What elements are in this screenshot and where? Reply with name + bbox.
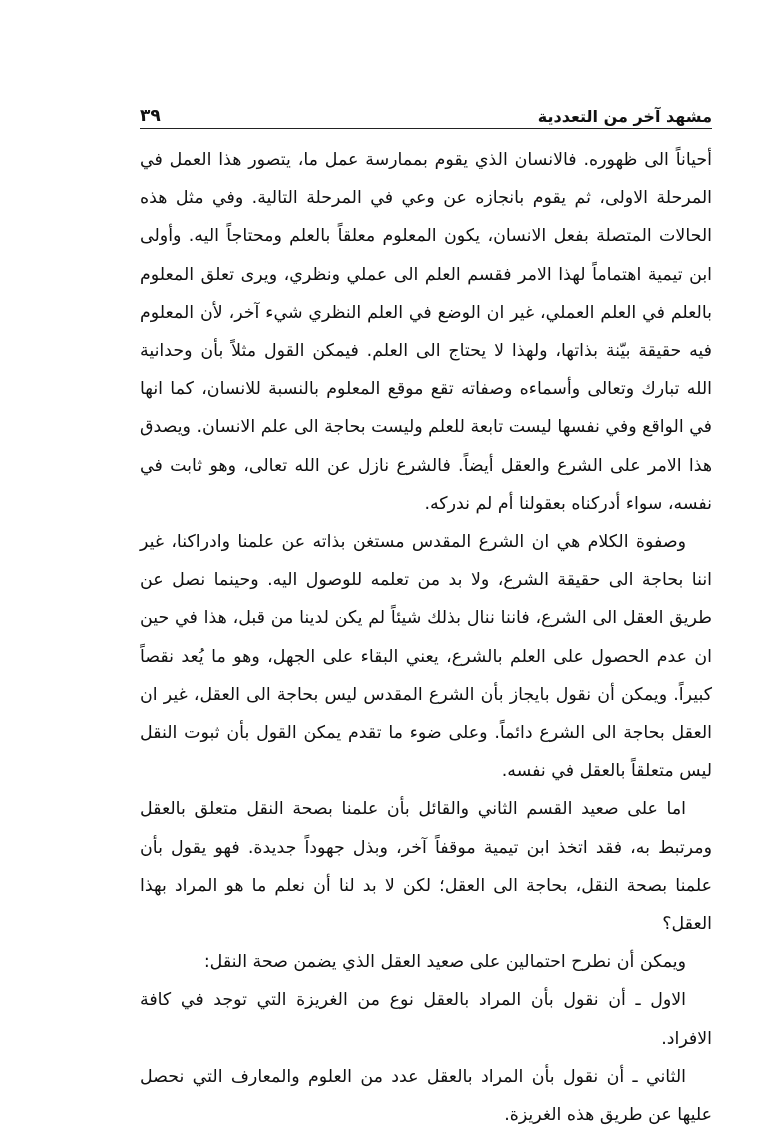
running-header	[140, 98, 712, 129]
paragraph-2: وصفوة الكلام هي ان الشرع المقدس مستغن بذاته عن علمنا وادراكنا، غير اننا بحاجة الى حقيقة الشرع، ولا بد من تعلمه للوصول اليه. وحينما نصل عن طريق العقل الى الشرع، فاننا ننال بذلك شيئاً لم يكن لدينا من قبل، هذا في حين ان عدم الحصول على العلم بالشرع، يعني البقاء على الجهل، وهو ما يُعد نقصاً كبيراً. ويمكن أن نقول بايجاز بأن الشرع المقدس ليس بحاجة الى العقل، غير ان العقل بحاجة الى الشرع دائماً. وعلى ضوء ما تقدم يمكن القول بأن ثبوت النقل ليس متعلقاً بالعقل في نفسه.	[140, 532, 712, 782]
book-page	[140, 98, 712, 1134]
paragraph-1: أحياناً الى ظهوره. فالانسان الذي يقوم بممارسة عمل ما، يتصور هذا العمل في المرحلة الاولى، ثم يقوم بانجازه عن وعي في المرحلة التالية. وفي مثل هذه الحالات المتصلة بفعل الانسان، يكون المعلوم معلقاً بالعلم ومحتاجاً اليه. وأولى ابن تيمية اهتماماً لهذا الامر فقسم العلم الى عملي ونظري، ويرى تعلق المعلوم بالعلم في العلم العملي، غير ان الوضع في العلم النظري شيء آخر، لأن المعلوم فيه حقيقة بيّنة بذاتها، ولهذا لا يحتاج الى العلم. فيمكن القول مثلاً بأن وحدانية الله تبارك وتعالى وأسماءه وصفاته تقع موقع المعلوم بالنسبة للانسان، كما انها في الواقع وفي نفسها ليست تابعة للعلم وليست بحاجة الى علم الانسان. ويصدق هذا الامر على الشرع والعقل أيضاً. فالشرع نازل عن الله تعالى، وهو ثابت في نفسه، سواء أدركناه بعقولنا أم لم ندركه.	[140, 150, 712, 514]
paragraph-4: ويمكن أن نطرح احتمالين على صعيد العقل الذي يضمن صحة النقل:	[203, 952, 686, 973]
paragraph-6: الثاني ـ أن نقول بأن المراد بالعقل عدد من العلوم والمعارف التي نحصل عليها عن طريق هذه الغريزة.	[140, 1066, 712, 1126]
page-number: ٣٩	[140, 106, 161, 126]
body-text	[140, 141, 712, 1134]
chapter-title: مشهد آخر من التعددية	[537, 107, 712, 126]
paragraph-5: الاول ـ أن نقول بأن المراد بالعقل نوع من الغريزة التي توجد في كافة الافراد.	[140, 990, 712, 1049]
paragraph-3: اما على صعيد القسم الثاني والقائل بأن علمنا بصحة النقل متعلق بالعقل ومرتبط به، فقد اتخذ ابن تيمية موقفاً آخر، وبذل جهوداً جديدة. فهو يقول بأن علمنا بصحة النقل، بحاجة الى العقل؛ لكن لا بد لنا أن نعلم ما هو المراد بهذا العقل؟	[140, 799, 712, 935]
